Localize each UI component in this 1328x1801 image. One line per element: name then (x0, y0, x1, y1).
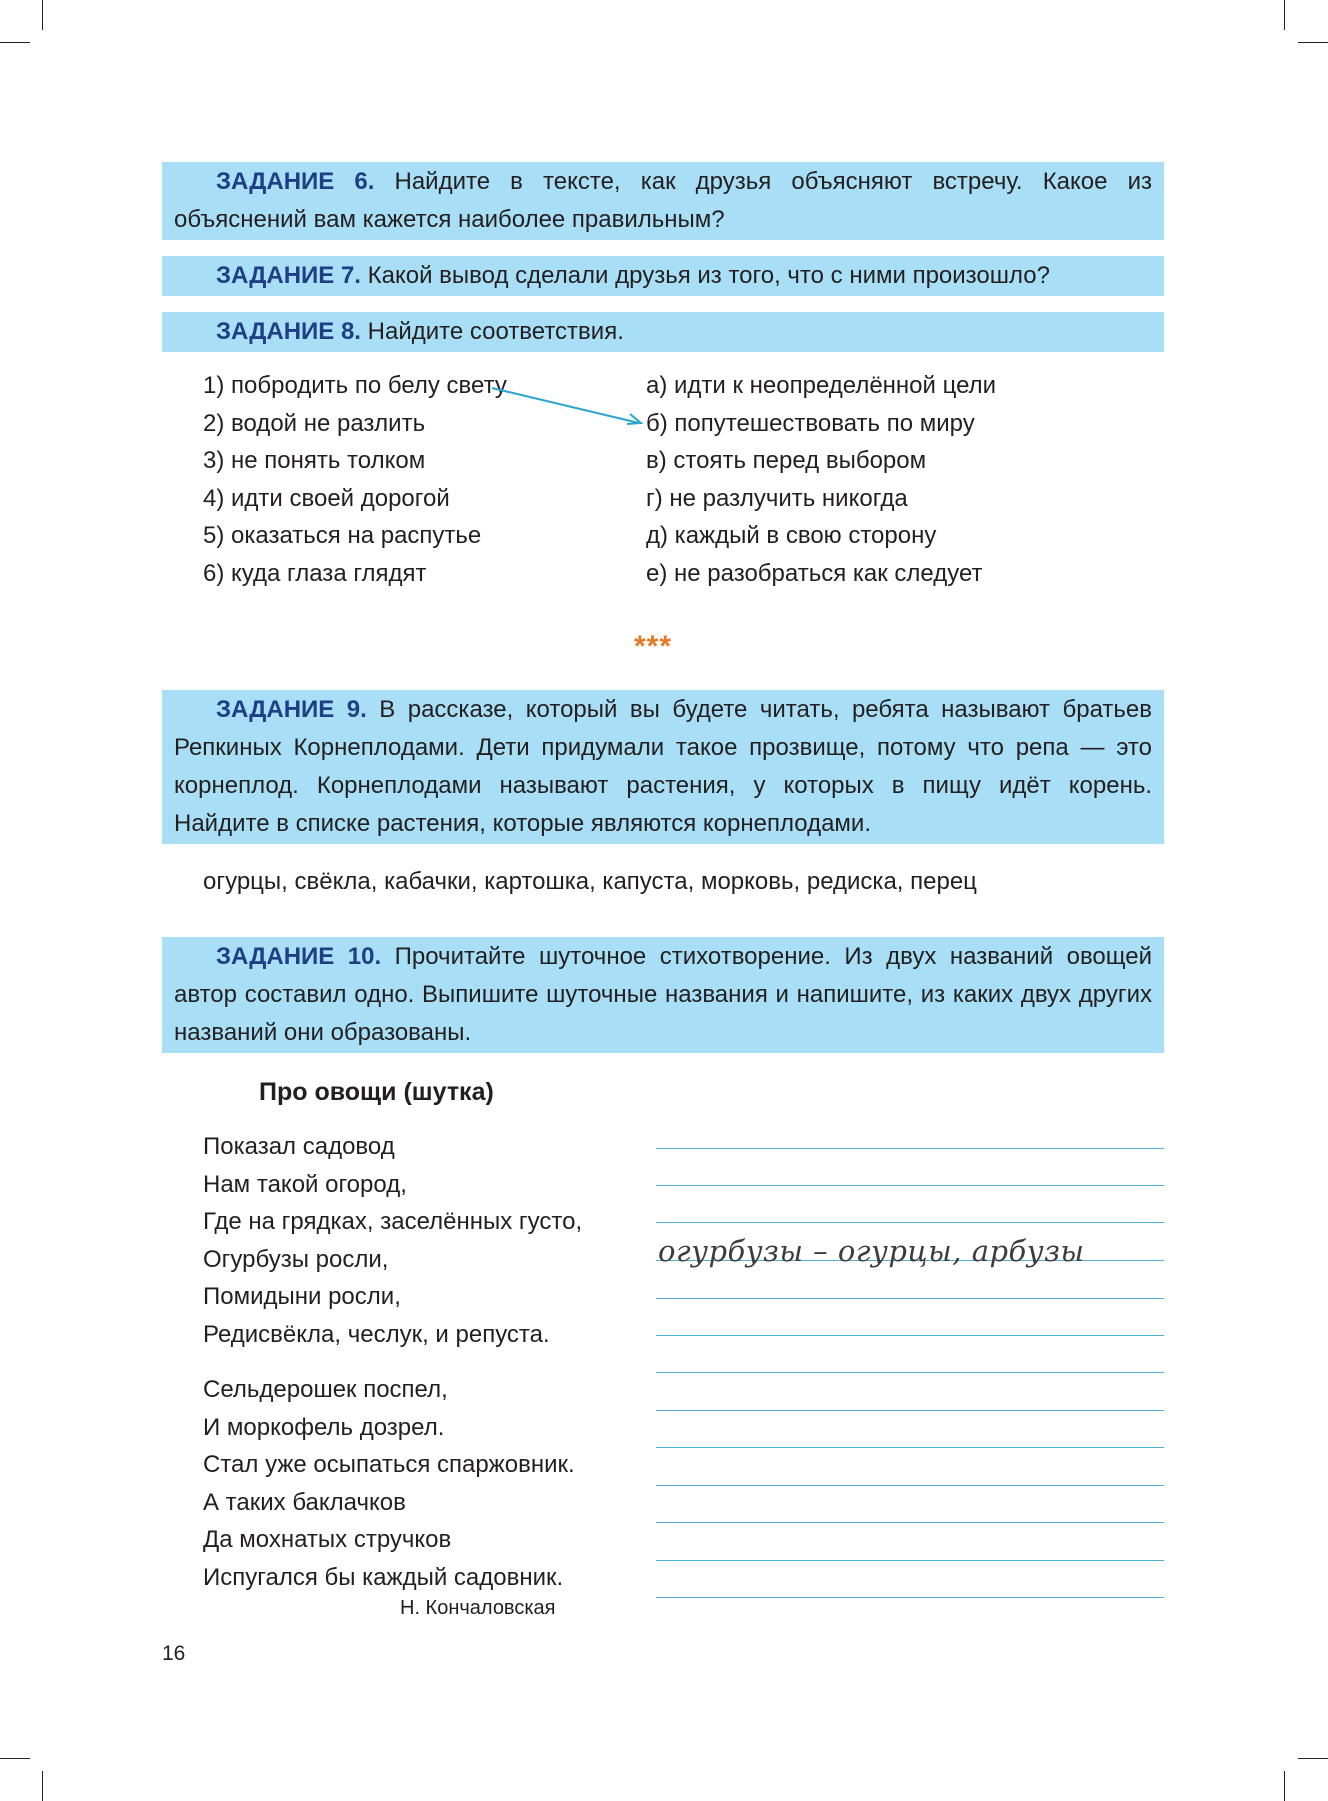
match-right-item: г) не разлучить никогда (646, 484, 908, 512)
match-left-item: 4) идти своей дорогой (203, 484, 450, 512)
poem-line: Где на грядках, заселённых густо, (203, 1208, 583, 1236)
task-10-text: Прочитайте шуточное стихотворение. Из двух названий овощей автор составил одно. Выпишите шуточные названия и напишите, из каких двух других названий они образованы. (174, 943, 1152, 1046)
poem-line: Помидыни росли, (203, 1283, 401, 1311)
task-6-box (162, 162, 1164, 240)
crop-mark (1284, 1771, 1285, 1801)
match-right-item: б) попутешествовать по миру (646, 409, 975, 437)
crop-mark (42, 0, 43, 30)
task-8-box (162, 312, 1164, 352)
task-7-text: Какой вывод сделали друзья из того, что с ними произошло? (367, 262, 1050, 289)
match-left-item: 5) оказаться на распутье (203, 522, 482, 550)
match-left-item: 6) куда глаза глядят (203, 559, 427, 587)
answer-line[interactable] (656, 1185, 1164, 1186)
task-8-text: Найдите соответствия. (367, 318, 624, 345)
match-right-item: д) каждый в свою сторону (646, 522, 937, 550)
match-right-column (646, 367, 996, 593)
poem-line: Да мохнатых стручков (203, 1526, 452, 1554)
match-left-item: 3) не понять толком (203, 447, 426, 475)
answer-line[interactable] (656, 1485, 1164, 1486)
task-6-text: Найдите в тексте, как друзья объясняют встречу. Какое из объяснений вам кажется наиболее правильным? (174, 168, 1152, 233)
task-6-label: ЗАДАНИЕ 6. (216, 168, 375, 195)
answer-line[interactable] (656, 1298, 1164, 1299)
match-left-item: 2) водой не разлить (203, 409, 426, 437)
crop-mark (1298, 1758, 1328, 1759)
poem-line: А таких баклачков (203, 1488, 406, 1516)
crop-mark (1298, 42, 1328, 43)
match-right-item: в) стоять перед выбором (646, 447, 927, 475)
task-8-label: ЗАДАНИЕ 8. (216, 318, 361, 345)
poem-title: Про овощи (шутка) (259, 1078, 494, 1106)
poem-line: Сельдерошек поспел, (203, 1376, 448, 1403)
separator-stars: *** (634, 630, 673, 663)
task-7-label: ЗАДАНИЕ 7. (216, 262, 361, 289)
answer-line[interactable] (656, 1410, 1164, 1411)
task-10-label: ЗАДАНИЕ 10. (216, 943, 382, 970)
crop-mark (0, 42, 30, 43)
match-left-column (203, 367, 507, 593)
match-right-item: е) не разобраться как следует (646, 559, 983, 587)
page-number: 16 (162, 1642, 186, 1665)
crop-mark (1284, 0, 1285, 30)
answer-line[interactable] (656, 1222, 1164, 1223)
poem-stanza-1 (203, 1128, 582, 1354)
crop-mark (42, 1771, 43, 1801)
task-9-label: ЗАДАНИЕ 9. (216, 696, 367, 723)
answer-line[interactable] (656, 1522, 1164, 1523)
answer-line[interactable] (656, 1372, 1164, 1373)
match-left-item: 1) побродить по белу свету (203, 372, 507, 399)
poem-line: Стал уже осыпаться спаржовник. (203, 1451, 575, 1479)
poem-line: Редисвёкла, чеслук, и репуста. (203, 1320, 550, 1348)
match-arrow-icon (490, 385, 650, 425)
answer-line[interactable] (656, 1335, 1164, 1336)
poem-stanza-2 (203, 1371, 575, 1597)
poem-line: И моркофель дозрел. (203, 1413, 445, 1441)
poem-line: Нам такой огород, (203, 1170, 407, 1198)
task-7-box (162, 256, 1164, 296)
handwritten-answer: огурбузы – огурцы, арбузы (658, 1234, 1085, 1268)
answer-line[interactable] (656, 1560, 1164, 1561)
task-9-box (162, 690, 1164, 844)
task-10-box (162, 937, 1164, 1053)
match-right-item: а) идти к неопределённой цели (646, 372, 997, 399)
poem-line: Огурбузы росли, (203, 1245, 389, 1273)
vegetables-list: огурцы, свёкла, кабачки, картошка, капуста, морковь, редиска, перец (203, 868, 977, 895)
poem-line: Показал садовод (203, 1133, 395, 1160)
crop-mark (0, 1758, 30, 1759)
poem-line: Испугался бы каждый садовник. (203, 1563, 564, 1591)
task-9-text: В рассказе, который вы будете читать, ребята называют братьев Репкиных Корнеплодами. Дети придумали такое прозвище, потому что репа — это корнеплод. Корнеплодами называют растения, у которых в пищу идёт корень. Найдите в списке растения, которые являются корнеплодами. (174, 696, 1153, 837)
poem-author: Н. Кончаловская (400, 1597, 556, 1619)
answer-line[interactable] (656, 1447, 1164, 1448)
answer-line[interactable] (656, 1597, 1164, 1598)
answer-line[interactable] (656, 1148, 1164, 1149)
